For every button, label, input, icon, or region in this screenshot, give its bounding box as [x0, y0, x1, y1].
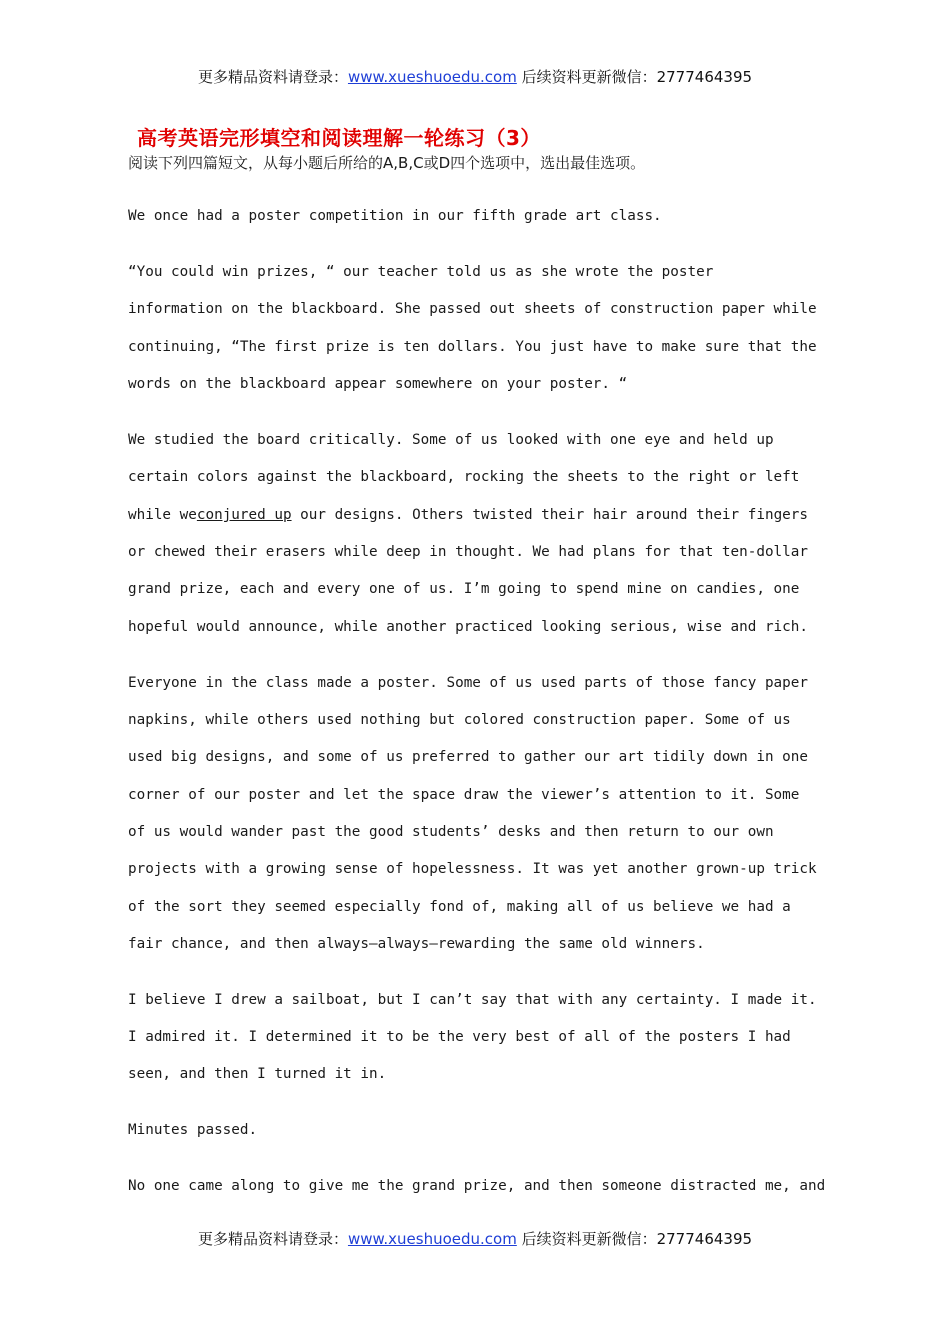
document-title: 高考英语完形填空和阅读理解一轮练习（3）: [137, 126, 541, 150]
passage-line: hopeful would announce, while another practiced looking serious, wise and rich.: [128, 619, 808, 635]
passage-line: of us would wander past the good students’ desks and then return to our own: [128, 824, 774, 840]
header-prefix: 更多精品资料请登录：: [197, 68, 348, 86]
passage-line: I believe I drew a sailboat, but I can’t say that with any certainty. I made it.: [128, 992, 817, 1008]
passage-line: I admired it. I determined it to be the very best of all of the posters I had: [128, 1029, 791, 1045]
passage-line: No one came along to give me the grand prize, and then someone distracted me, and: [128, 1178, 826, 1194]
passage-line: of the sort they seemed especially fond of, making all of us believe we had a: [128, 899, 791, 915]
instructions: 阅读下列四篇短文，从每小题后所给的A,B,C或D四个选项中，选出最佳选项。: [128, 154, 646, 172]
footer-website-link[interactable]: www.xueshuoedu.com: [347, 1230, 517, 1248]
passage-line: used big designs, and some of us preferred to gather our art tidily down in one: [128, 749, 808, 765]
passage-line: We studied the board critically. Some of us looked with one eye and held up: [128, 432, 774, 448]
passage-line: continuing, “The first prize is ten dollars. You just have to make sure that the: [128, 339, 817, 355]
passage-line: [128, 507, 808, 523]
passage-line: grand prize, each and every one of us. I’m going to spend mine on candies, one: [128, 581, 800, 597]
page-header: [0, 66, 950, 87]
passage-line: fair chance, and then always—always—rewarding the same old winners.: [128, 936, 705, 952]
passage-line: information on the blackboard. She passed out sheets of construction paper while: [128, 301, 817, 317]
passage-line: Everyone in the class made a poster. Some of us used parts of those fancy paper: [128, 675, 808, 691]
footer-prefix: 更多精品资料请登录：: [197, 1230, 348, 1248]
passage-line: We once had a poster competition in our fifth grade art class.: [128, 208, 662, 224]
passage-line: napkins, while others used nothing but colored construction paper. Some of us: [128, 712, 791, 728]
page-footer: [0, 1228, 950, 1249]
underlined-phrase: conjured up: [196, 507, 292, 523]
passage-line: “You could win prizes, “ our teacher told us as she wrote the poster: [128, 264, 714, 280]
passage-line: certain colors against the blackboard, rocking the sheets to the right or left: [128, 469, 800, 485]
passage-line: or chewed their erasers while deep in thought. We had plans for that ten-dollar: [128, 544, 808, 560]
passage-line: corner of our poster and let the space draw the viewer’s attention to it. Some: [128, 787, 800, 803]
footer-suffix: 后续资料更新微信：2777464395: [516, 1230, 753, 1248]
line-text: our designs. Others twisted their hair around their fingers: [291, 507, 809, 523]
header-website-link[interactable]: www.xueshuoedu.com: [347, 68, 517, 86]
line-text: while we: [128, 507, 197, 523]
passage-line: words on the blackboard appear somewhere on your poster. “: [128, 376, 628, 392]
passage-line: Minutes passed.: [128, 1122, 258, 1138]
passage-line: projects with a growing sense of hopelessness. It was yet another grown-up trick: [128, 861, 817, 877]
header-suffix: 后续资料更新微信：2777464395: [516, 68, 753, 86]
passage-line: seen, and then I turned it in.: [128, 1066, 387, 1082]
